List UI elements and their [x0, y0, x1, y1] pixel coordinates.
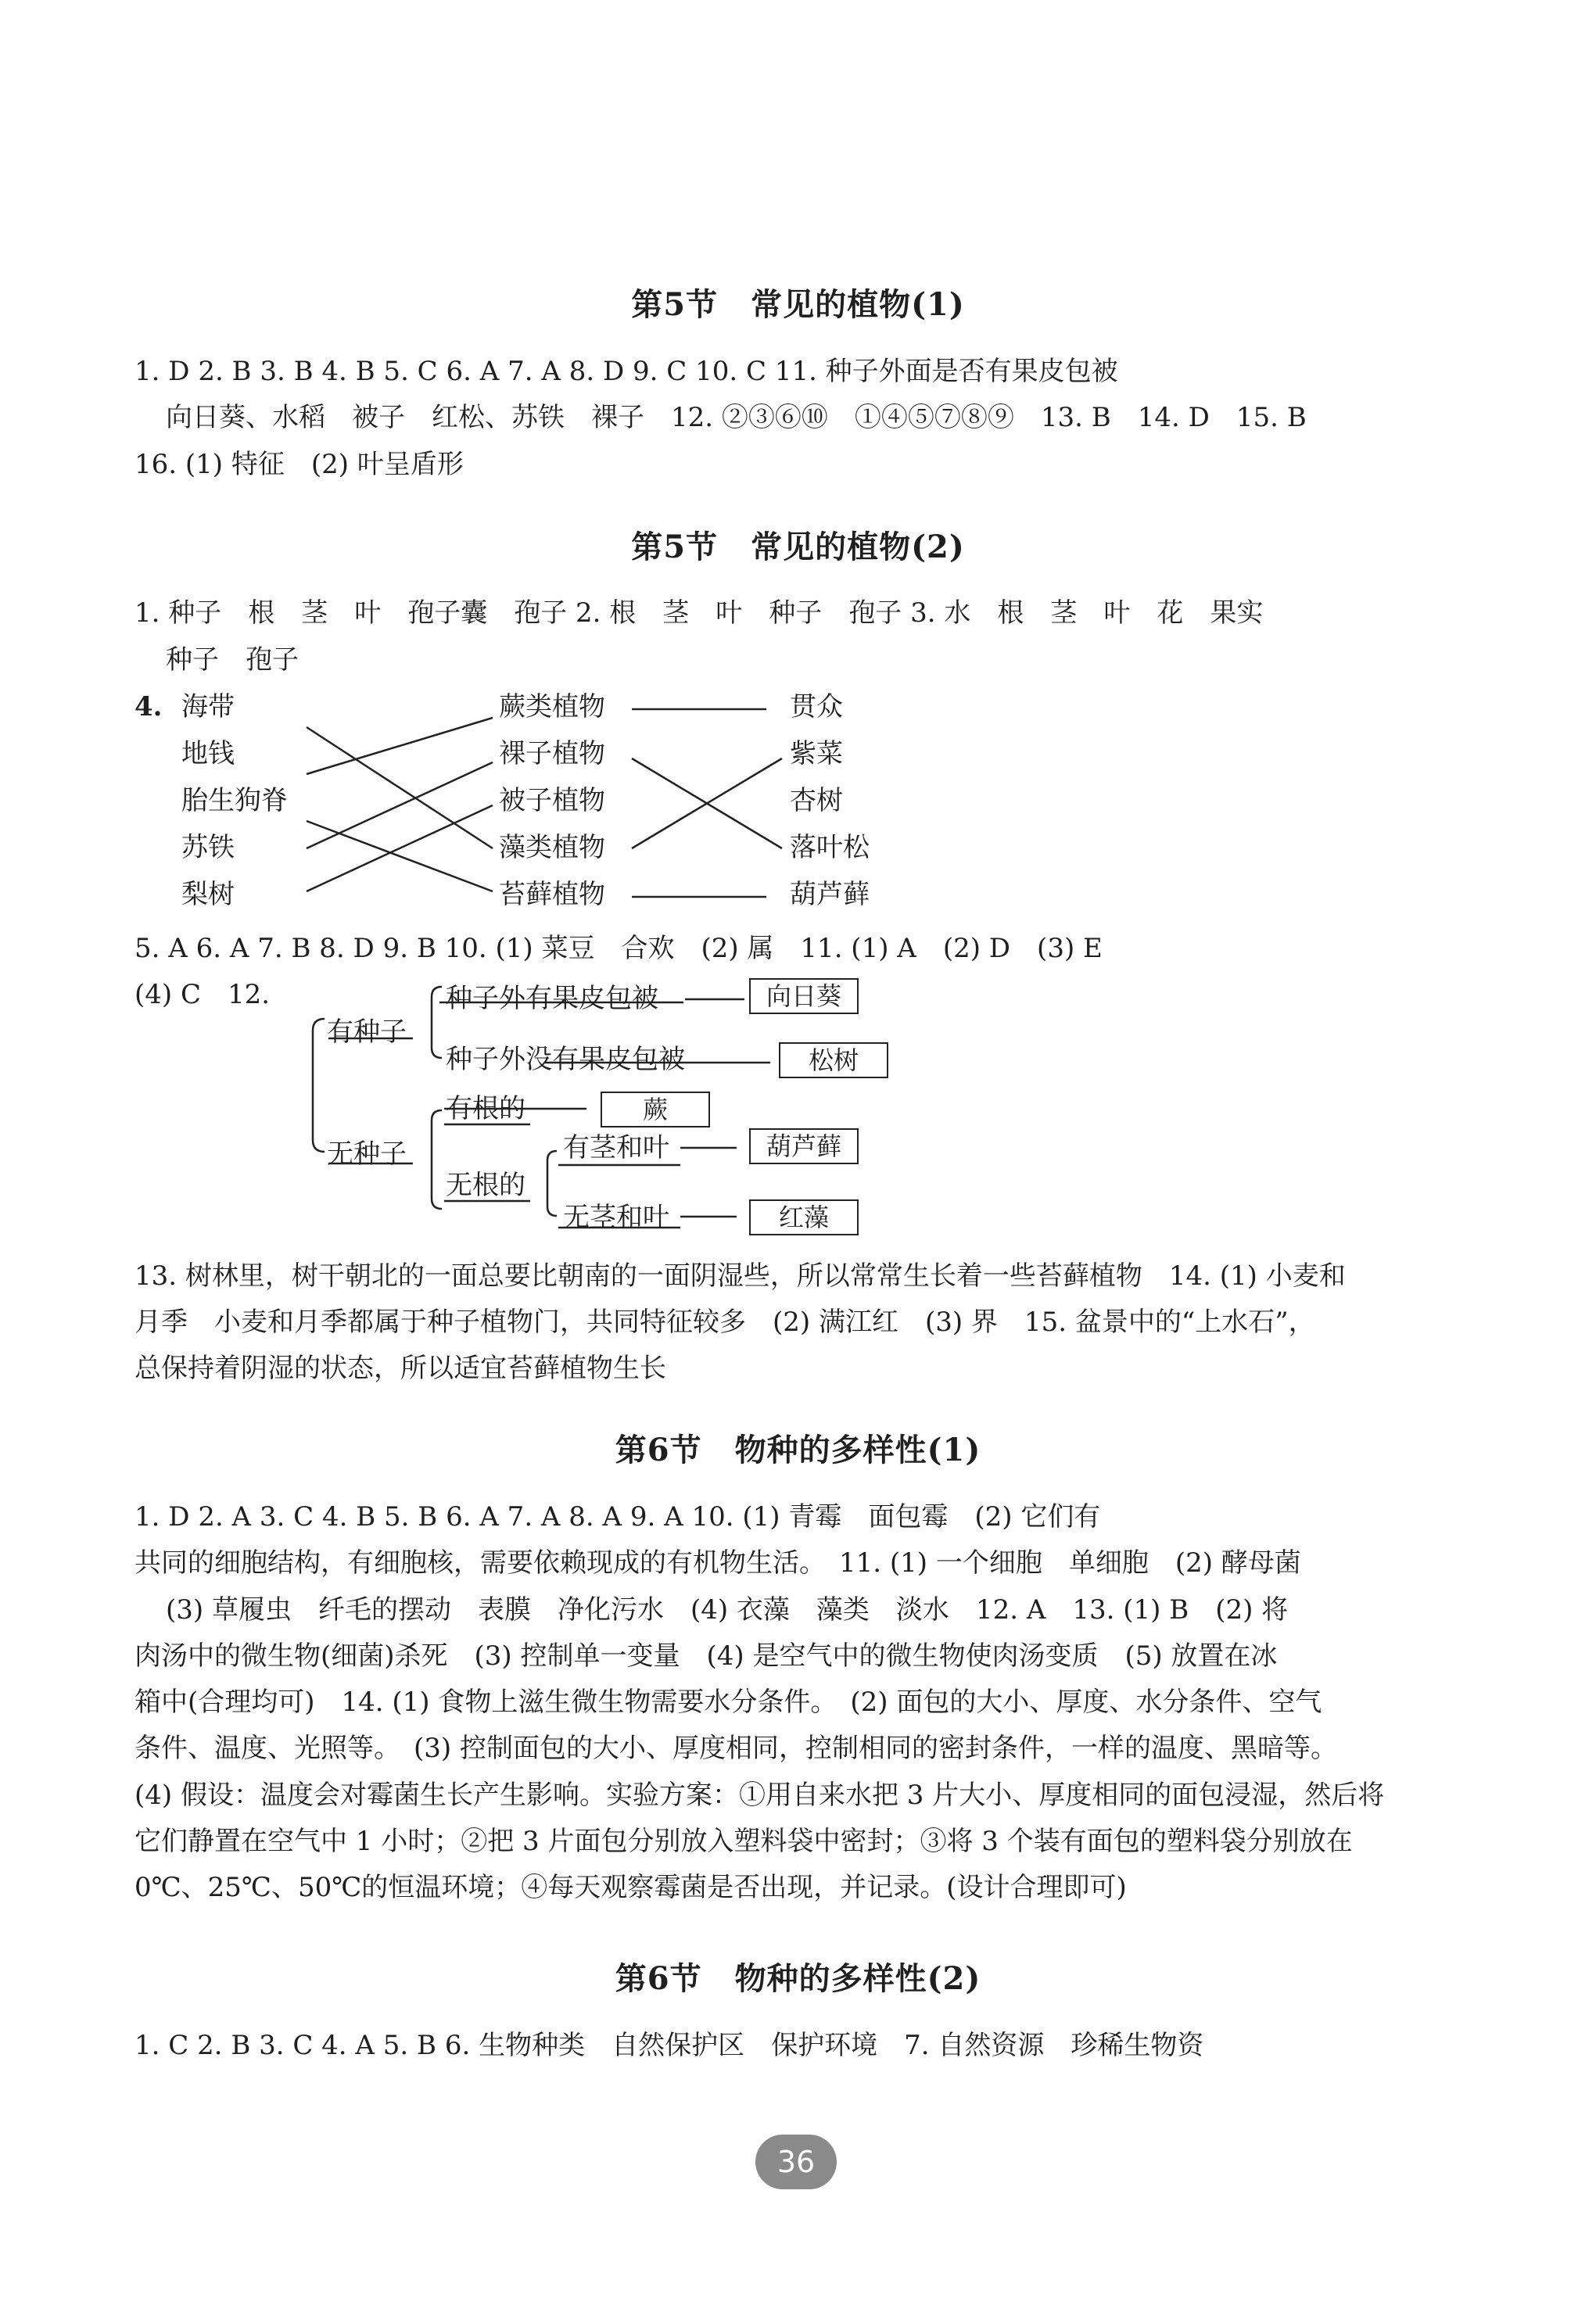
tree-node: 无根的: [446, 1170, 525, 1201]
tree-node: 无种子: [327, 1138, 407, 1170]
match-mid-item: 被子植物: [499, 785, 605, 816]
answer-line: 1. D 2. B 3. B 4. B 5. C 6. A 7. A 8. D 9. C 10. C 11. 种子外面是否有果皮包被: [134, 356, 1118, 387]
match-left-item: 地钱: [181, 738, 235, 769]
answer-line: 0℃、25℃、50℃的恒温环境；④每天观察霉菌是否出现，并记录。(设计合理即可): [134, 1872, 1127, 1903]
answer-line: 13. 树林里，树干朝北的一面总要比朝南的一面阴湿些，所以常常生长着一些苔藓植物 14. (1) 小麦和: [134, 1260, 1346, 1292]
tree-bracket: [313, 1019, 325, 1152]
tree-node: 有根的: [446, 1093, 525, 1124]
match-line: [307, 762, 493, 848]
answer-line: 月季 小麦和月季都属于种子植物门，共同特征较多 (2) 满江红 (3) 界 15. 盆景中的“上水石”，: [134, 1307, 1315, 1338]
match-mid-item: 藻类植物: [499, 832, 605, 863]
section-title: 物种的多样性(1): [734, 1432, 981, 1468]
answer-line: (3) 草履虫 纤毛的摆动 表膜 净化污水 (4) 衣藻 藻类 淡水 12. A 13. (1) B (2) 将: [166, 1594, 1289, 1626]
section-title: 常见的植物(2): [751, 529, 965, 565]
answer-line: 肉汤中的微生物(细菌)杀死 (3) 控制单一变量 (4) 是空气中的微生物使肉汤变质 (5) 放置在冰: [134, 1640, 1278, 1672]
section-title: 物种的多样性(2): [734, 1960, 981, 1997]
match-line: [307, 805, 493, 891]
tree-node: 无茎和叶: [563, 1202, 669, 1233]
answer-line: 箱中(合理均可) 14. (1) 食物上滋生微生物需要水分条件。 (2) 面包的大小、厚度、水分条件、空气: [134, 1687, 1322, 1718]
section-number: 第6节: [615, 1432, 702, 1468]
answer-box: 松树: [779, 1042, 888, 1078]
section-heading: [0, 1954, 1596, 1999]
match-right-item: 葫芦藓: [790, 879, 870, 910]
answer-line: 1. C 2. B 3. C 4. A 5. B 6. 生物种类 自然保护区 保护环境 7. 自然资源 珍稀生物资: [134, 2030, 1204, 2061]
answer-line: (4) C 12.: [134, 979, 271, 1010]
tree-bracket: [547, 1151, 557, 1216]
section-number: 第5节: [631, 529, 719, 565]
answer-box: 向日葵: [749, 978, 859, 1014]
match-left-item: 梨树: [181, 879, 235, 910]
answer-box: 葫芦藓: [749, 1128, 859, 1164]
tree-node: 种子外没有果皮包被: [446, 1044, 685, 1075]
match-right-item: 杏树: [790, 785, 843, 816]
match-right-item: 落叶松: [790, 832, 870, 863]
tree-node: 有种子: [327, 1016, 407, 1048]
match-left-item: 胎生狗脊: [181, 785, 288, 816]
section-heading: [0, 1425, 1596, 1470]
answer-line: 总保持着阴湿的状态，所以适宜苔藓植物生长: [134, 1353, 666, 1384]
answer-line: (4) 假设：温度会对霉菌生长产生影响。实验方案：①用自来水把 3 片大小、厚度相同的面包浸湿，然后将: [134, 1780, 1385, 1811]
tree-node: 有茎和叶: [563, 1132, 669, 1163]
match-mid-item: 苔藓植物: [499, 879, 605, 910]
answer-line: 1. D 2. A 3. C 4. B 5. B 6. A 7. A 8. A 9. A 10. (1) 青霉 面包霉 (2) 它们有: [134, 1501, 1101, 1533]
match-right-item: 紫菜: [790, 738, 843, 769]
answer-box: 红藻: [749, 1199, 859, 1235]
answer-line: 条件、温度、光照等。 (3) 控制面包的大小、厚度相同，控制相同的密封条件，一样的温度、黑暗等。: [134, 1733, 1337, 1764]
tree-bracket: [432, 1110, 442, 1209]
match-mid-item: 蕨类植物: [499, 691, 605, 722]
answer-line: 种子 孢子: [166, 644, 299, 676]
question-number: 4.: [134, 691, 163, 722]
match-right-item: 贯众: [790, 691, 843, 722]
answer-line: 1. 种子 根 茎 叶 孢子囊 孢子 2. 根 茎 叶 种子 孢子 3. 水 根 茎 叶 花 果实: [134, 597, 1264, 629]
page-number: 36: [755, 2135, 837, 2189]
answer-line: 它们静置在空气中 1 小时；②把 3 片面包分别放入塑料袋中密封；③将 3 个装有面包的塑料袋分别放在: [134, 1826, 1353, 1857]
answer-box: 蕨: [601, 1092, 710, 1127]
section-title: 常见的植物(1): [751, 286, 965, 323]
section-number: 第6节: [615, 1960, 702, 1997]
section-number: 第5节: [631, 286, 719, 323]
tree-bracket: [432, 987, 442, 1058]
match-line: [307, 821, 493, 891]
answer-line: 共同的细胞结构，有细胞核，需要依赖现成的有机物生活。 11. (1) 一个细胞 单细胞 (2) 酵母菌: [134, 1547, 1301, 1579]
tree-node: 种子外有果皮包被: [446, 983, 658, 1014]
answer-line: 5. A 6. A 7. B 8. D 9. B 10. (1) 菜豆 合欢 (2) 属 11. (1) A (2) D (3) E: [134, 933, 1103, 964]
match-left-item: 苏铁: [181, 832, 235, 863]
answer-line: 向日葵、水稻 被子 红松、苏铁 裸子 12. ②③⑥⑩ ①④⑤⑦⑧⑨ 13. B 14. D 15. B: [166, 402, 1307, 433]
answer-line: 16. (1) 特征 (2) 叶呈盾形: [134, 449, 464, 480]
match-mid-item: 裸子植物: [499, 738, 605, 769]
match-left-item: 海带: [181, 691, 235, 722]
